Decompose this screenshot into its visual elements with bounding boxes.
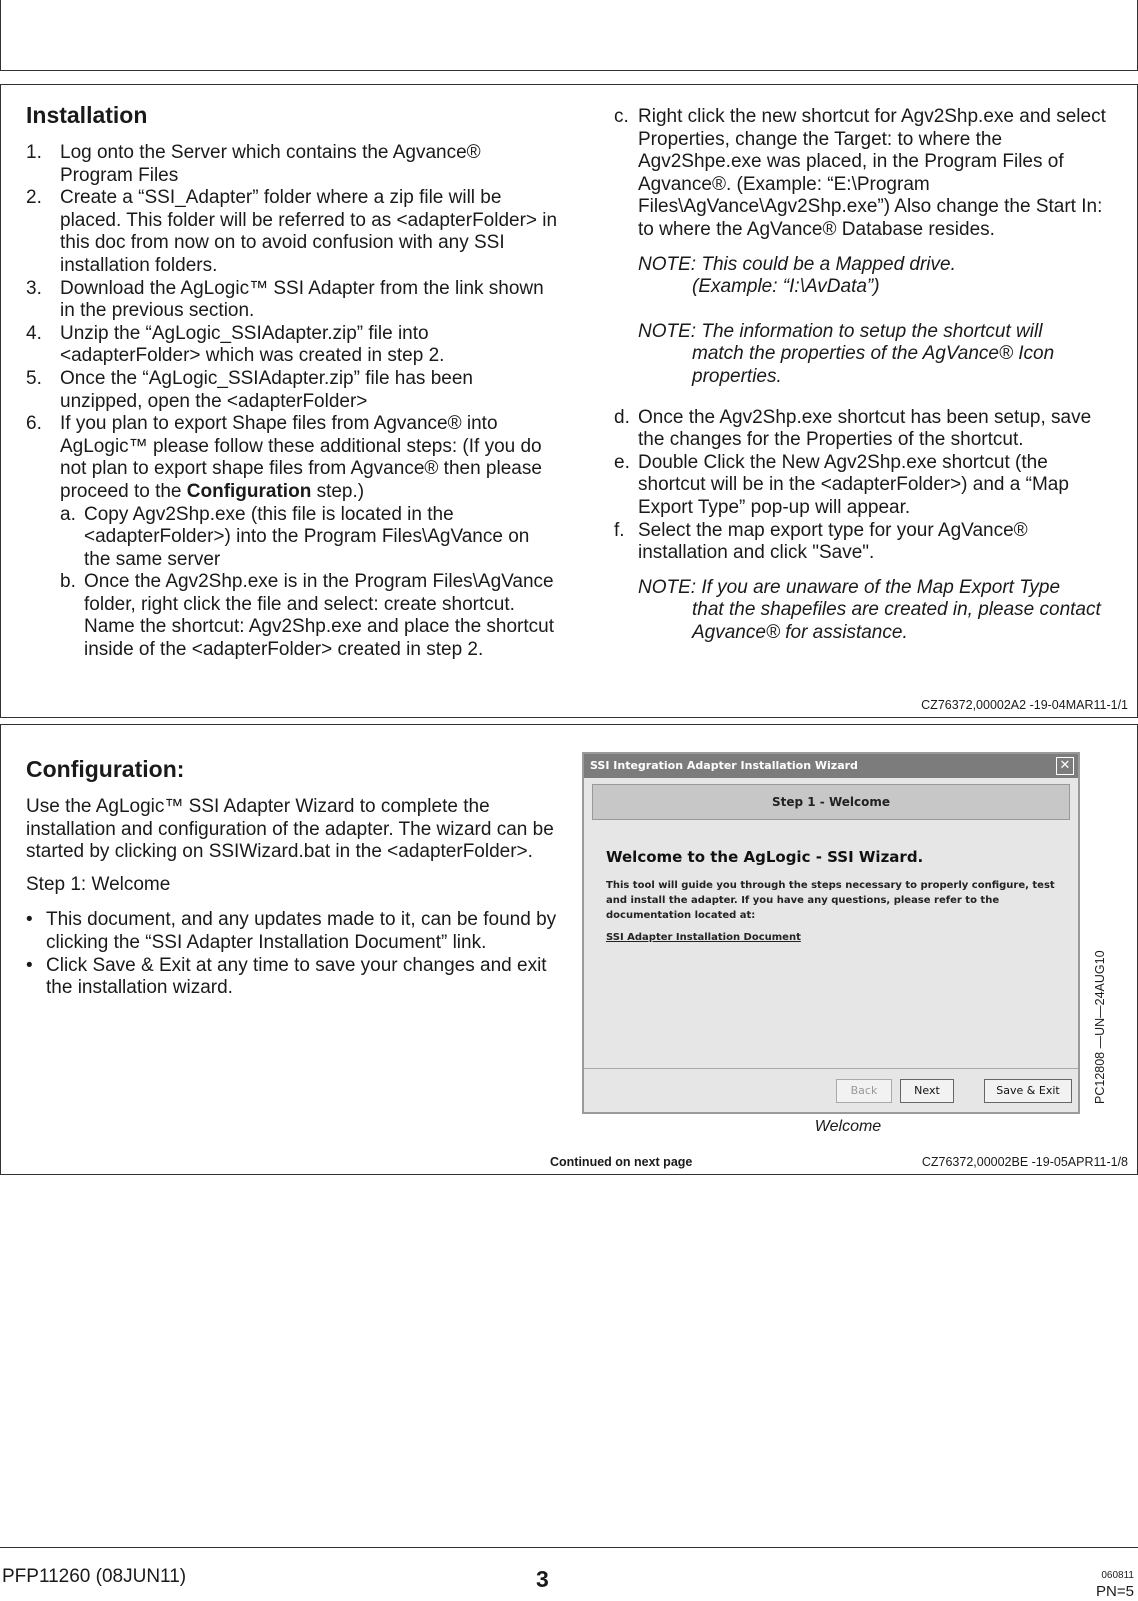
- wizard-title-bar: [584, 754, 1078, 778]
- configuration-text: [26, 796, 558, 1000]
- photo-id: PC12808 —UN—24AUG10: [1093, 950, 1107, 1104]
- list-item: 3. Download the AgLogic™ SSI Adapter from the link shown in the previous section.: [26, 277, 544, 322]
- list-item: 4. Unzip the “AgLogic_SSIAdapter.zip” file into <adapterFolder> which was created in step 2.: [26, 322, 445, 367]
- back-button[interactable]: Back: [836, 1079, 892, 1103]
- figure-caption: Welcome: [814, 1118, 882, 1135]
- document-id: PFP11260 (08JUN11): [2, 1566, 187, 1587]
- date-code: 060811: [1101, 1570, 1134, 1581]
- installation-steps-right: [614, 106, 1114, 644]
- footer-divider: [0, 1547, 1138, 1548]
- list-item: d. Once the Agv2Shp.exe shortcut has been setup, save the changes for the Properties of the shortcut.: [614, 406, 1092, 451]
- list-item: 1. Log onto the Server which contains the Agvance® Program Files: [26, 142, 481, 186]
- pn-code: PN=5: [1096, 1583, 1134, 1600]
- next-button[interactable]: Next: [900, 1079, 954, 1103]
- reference-code: CZ76372,00002BE -19-05APR11-1/8: [921, 1155, 1128, 1169]
- wizard-screenshot: [582, 752, 1080, 1114]
- wizard-heading: Welcome to the AgLogic - SSI Wizard.: [606, 848, 924, 866]
- note: NOTE: The information to setup the shortcut will match the properties of the AgVance® Icon properties.: [638, 320, 1055, 387]
- page-number: 3: [536, 1566, 549, 1592]
- list-item: • Click Save & Exit at any time to save your changes and exit the installation wizard.: [26, 954, 547, 999]
- list-item: 6. If you plan to export Shape files from Agvance® into AgLogic™ please follow these additional steps: (If you do not plan to export shape files from Agvance® then please proceed to the Configuration step.): [26, 413, 542, 502]
- wizard-button-bar: [584, 1068, 1078, 1109]
- close-icon[interactable]: ✕: [1056, 757, 1074, 775]
- wizard-step-banner: Step 1 - Welcome: [592, 784, 1070, 820]
- wizard-title: SSI Integration Adapter Installation Wizard: [590, 759, 858, 772]
- list-item: e. Double Click the New Agv2Shp.exe shortcut (the shortcut will be in the <adapterFolder>) and a “Map Export Type” pop-up will appear.: [614, 451, 1069, 518]
- wizard-body: This tool will guide you through the steps necessary to properly configure, test and install the adapter. If you have any questions, please refer to the documentation located at:: [606, 880, 1055, 921]
- step-label: Step 1: Welcome: [26, 873, 171, 895]
- installation-document-link[interactable]: SSI Adapter Installation Document: [606, 932, 801, 943]
- list-item: • This document, and any updates made to it, can be found by clicking the “SSI Adapter Installation Document” link.: [26, 909, 557, 953]
- installation-heading: Installation: [26, 102, 148, 128]
- save-exit-button[interactable]: Save & Exit: [984, 1079, 1072, 1103]
- list-item: 2. Create a “SSI_Adapter” folder where a zip file will be placed. This folder will be referred to as <adapterFolder> in this doc from now on to avoid confusion with any SSI installation folders.: [26, 187, 558, 276]
- note: NOTE: This could be a Mapped drive. (Example: “I:\AvData”): [638, 253, 956, 298]
- list-item: f. Select the map export type for your AgVance® installation and click "Save".: [614, 519, 1028, 564]
- note: NOTE: If you are unaware of the Map Export Type that the shapefiles are created in, please contact Agvance® for assistance.: [638, 576, 1101, 643]
- configuration-ref: Configuration: [186, 480, 312, 502]
- list-item: 5. Once the “AgLogic_SSIAdapter.zip” file has been unzipped, open the <adapterFolder>: [26, 367, 473, 412]
- reference-code: CZ76372,00002A2 -19-04MAR11-1/1: [921, 698, 1128, 712]
- list-item: c. Right click the new shortcut for Agv2Shp.exe and select Properties, change the Target: to where the Agv2Shpe.exe was placed, in the Program Files of Agvance®. (Example: “E:\Program Files\AgVance\Agv2Shp.exe”) Also change the Start In: to where the AgVance® Database resides.: [614, 106, 1106, 240]
- continued-label: Continued on next page: [550, 1155, 693, 1169]
- list-item: b. Once the Agv2Shp.exe is in the Program Files\AgVance folder, right click the file and select: create shortcut. Name the shortcut: Agv2Shp.exe and place the shortcut inside of the <adapterFolder> created in step 2.: [60, 571, 555, 661]
- configuration-heading: Configuration:: [26, 756, 185, 782]
- header-blank-box: [0, 0, 1138, 71]
- installation-steps: [26, 142, 558, 662]
- list-item: a. Copy Agv2Shp.exe (this file is located in the <adapterFolder>) into the Program Files\AgVance on the same server: [60, 503, 530, 570]
- intro-paragraph: Use the AgLogic™ SSI Adapter Wizard to complete the installation and configuration of the adapter. The wizard can be started by clicking on SSIWizard.bat in the <adapterFolder>.: [26, 796, 554, 863]
